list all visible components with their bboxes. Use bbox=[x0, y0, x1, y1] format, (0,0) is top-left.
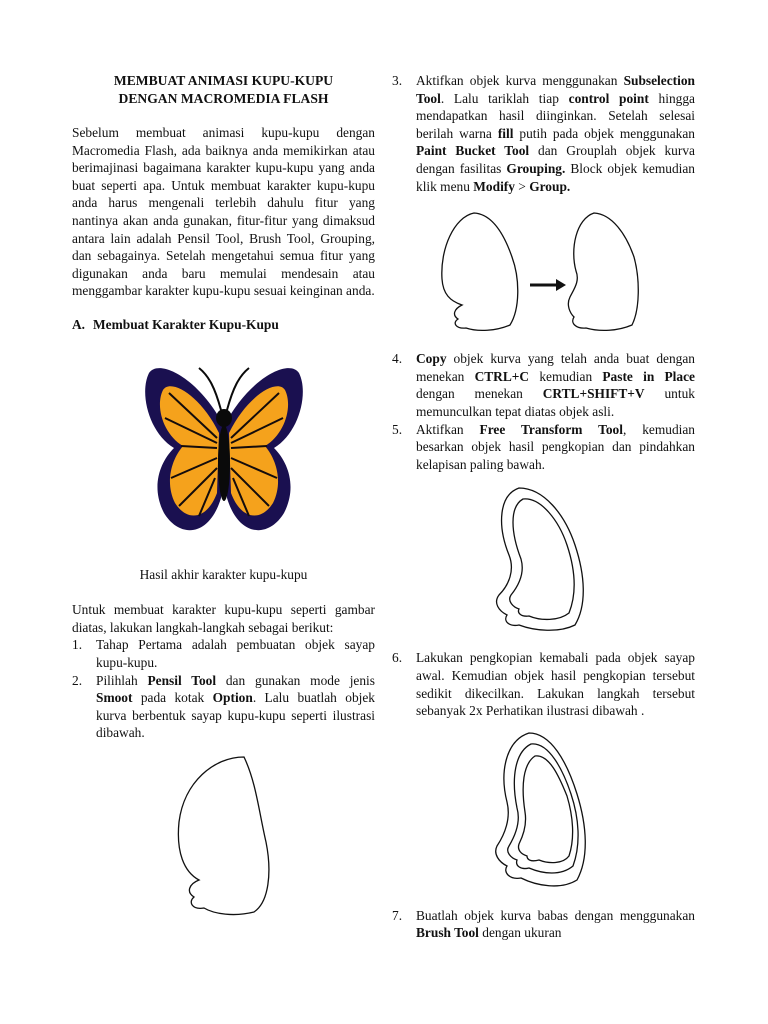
butterfly-left-wings bbox=[145, 368, 224, 530]
step-item bbox=[392, 72, 695, 195]
step-text-bold: Paint Bucket Tool bbox=[416, 143, 530, 159]
step-text-run: Aktifkan objek kurva menggunakan bbox=[416, 73, 624, 88]
step-text-run: Aktifkan bbox=[416, 421, 480, 437]
step-number: 7. bbox=[392, 907, 403, 923]
step-number: 5. bbox=[392, 421, 403, 437]
step-text-bold: Pensil Tool bbox=[147, 672, 217, 688]
step-text bbox=[416, 907, 695, 942]
step-text-run: . Lalu buatlah objek kurva berbentuk sayap kupu-kupu seperti ilustrasi dibawah. bbox=[96, 690, 375, 741]
step-text-run: Pilihlah bbox=[96, 672, 148, 688]
step-text-bold: Modify bbox=[473, 178, 515, 194]
section-a-letter: A. bbox=[72, 316, 86, 332]
step-text bbox=[416, 421, 695, 474]
wing-transform-figure bbox=[434, 209, 654, 334]
step-text bbox=[96, 636, 375, 671]
step-text-run: Lakukan pengkopian kemabali pada objek sayap awal. Kemudian objek hasil pengkopian tersebut sedikit dikecilkan. Lakukan langkah tersebut sebanyak 2x Perhatikan ilustrasi dibawah . bbox=[416, 650, 695, 719]
section-a-heading bbox=[72, 316, 375, 334]
butterfly-right-wings bbox=[224, 368, 303, 530]
step-text-run: dan Grouplah objek kurva dengan fasilitas bbox=[416, 143, 695, 176]
step-item bbox=[72, 636, 375, 671]
step-item bbox=[392, 350, 695, 420]
steps-list-right-b bbox=[392, 350, 695, 473]
butterfly-caption: Hasil akhir karakter kupu-kupu bbox=[139, 566, 308, 582]
step-text bbox=[416, 350, 695, 420]
step-text-run: , kemudian besarkan objek hasil pengkopian dan pindahkan kelapisan paling bawah. bbox=[416, 421, 696, 472]
section-a-title: Membuat Karakter Kupu-Kupu bbox=[93, 316, 279, 332]
step-text-run: dengan ukuran bbox=[478, 925, 562, 941]
step-text-run: Tahap Pertama adalah pembuatan objek sayap kupu-kupu. bbox=[96, 637, 375, 670]
wing-outline-figure bbox=[174, 752, 274, 917]
step-number: 6. bbox=[392, 650, 403, 666]
step-text-run: dengan menekan bbox=[416, 386, 543, 402]
step-item bbox=[392, 649, 695, 719]
step-number: 2. bbox=[72, 672, 83, 688]
step-text-run: hingga mendapatkan hasil diinginkan. Setelah selesai berilah warna bbox=[416, 90, 695, 141]
steps-list-left bbox=[72, 636, 375, 742]
step-item bbox=[392, 421, 695, 474]
step-text-run: untuk memunculkan tepat diatas objek asli. bbox=[416, 386, 695, 419]
steps-list-right-d bbox=[392, 907, 695, 942]
step-text-bold: Paste in Place bbox=[602, 368, 695, 384]
step-text-run: objek kurva yang telah anda buat dengan menekan bbox=[416, 351, 695, 384]
step-text-bold: CRTL+SHIFT+V bbox=[542, 386, 645, 402]
step-text bbox=[416, 649, 695, 719]
step-text-run: > bbox=[514, 178, 530, 194]
step-text-bold: control point bbox=[568, 90, 649, 106]
step-text-bold: Option bbox=[212, 690, 253, 706]
step-number: 4. bbox=[392, 351, 403, 367]
steps-list-right-c bbox=[392, 649, 695, 719]
wing-multi-copy-figure bbox=[489, 730, 599, 895]
step-text-bold: CTRL+C bbox=[474, 368, 530, 384]
step-text-bold: Free Transform Tool bbox=[479, 421, 623, 437]
title-line-1: MEMBUAT ANIMASI KUPU-KUPU bbox=[113, 73, 334, 88]
step-text-run: pada kotak bbox=[132, 690, 213, 706]
step-text-run: kemudian bbox=[529, 368, 603, 384]
step-text-bold: Smoot bbox=[96, 690, 133, 706]
step-text bbox=[96, 672, 375, 742]
step-number: 3. bbox=[392, 73, 403, 88]
step-text-bold: fill bbox=[497, 125, 514, 141]
left-column bbox=[72, 72, 375, 917]
step-text-bold: Brush Tool bbox=[416, 925, 479, 941]
step-text-run: putih pada objek menggunakan bbox=[513, 125, 695, 141]
title-line-2: DENGAN MACROMEDIA FLASH bbox=[118, 91, 329, 106]
step-text-bold: Grouping. bbox=[506, 160, 566, 176]
document-title bbox=[72, 72, 375, 108]
step-text bbox=[416, 72, 695, 195]
step-text-run: . Lalu tariklah tiap bbox=[440, 90, 569, 106]
step-item bbox=[72, 672, 375, 742]
steps-intro: Untuk membuat karakter kupu-kupu seperti gambar diatas, lakukan langkah-langkah sebagai berikut: bbox=[72, 602, 375, 635]
wing-before bbox=[441, 213, 517, 330]
butterfly-illustration bbox=[139, 348, 309, 548]
step-text-bold: Group. bbox=[529, 178, 571, 194]
wing-copy-figure bbox=[489, 485, 599, 635]
right-column bbox=[392, 72, 695, 942]
step-text-run: Block objek kemudian klik menu bbox=[416, 160, 695, 194]
arrow-right-icon bbox=[530, 279, 566, 291]
steps-list-right-a bbox=[392, 72, 695, 195]
intro-paragraph: Sebelum membuat animasi kupu-kupu dengan Macromedia Flash, ada baiknya anda memikirkan atau berimajinasi bagaimana karakter kupu-kupu yang anda buat seperti apa. Untuk membuat karakter kupu-kupu anda harus mengenali terlebih dahulu fitur yang nantinya akan anda gunakan, fitur-fitur yang dimaksud antara lain adalah Pensil Tool, Brush Tool, Grouping, dan sebagainya. Setelah mengetahui semua fitur yang digunakan anda baru memulai mendesain atau menggambar karakter kupu-kupu sesuai keinginan anda. bbox=[72, 125, 375, 299]
step-text-bold: Copy bbox=[416, 351, 447, 367]
step-text-run: dan gunakan mode jenis bbox=[216, 672, 375, 688]
step-text-run: Buatlah objek kurva babas dengan menggunakan bbox=[416, 907, 695, 923]
step-text-bold: Subselection Tool bbox=[416, 73, 695, 106]
step-item bbox=[392, 907, 695, 942]
wing-after bbox=[568, 213, 638, 330]
step-number: 1. bbox=[72, 637, 83, 653]
